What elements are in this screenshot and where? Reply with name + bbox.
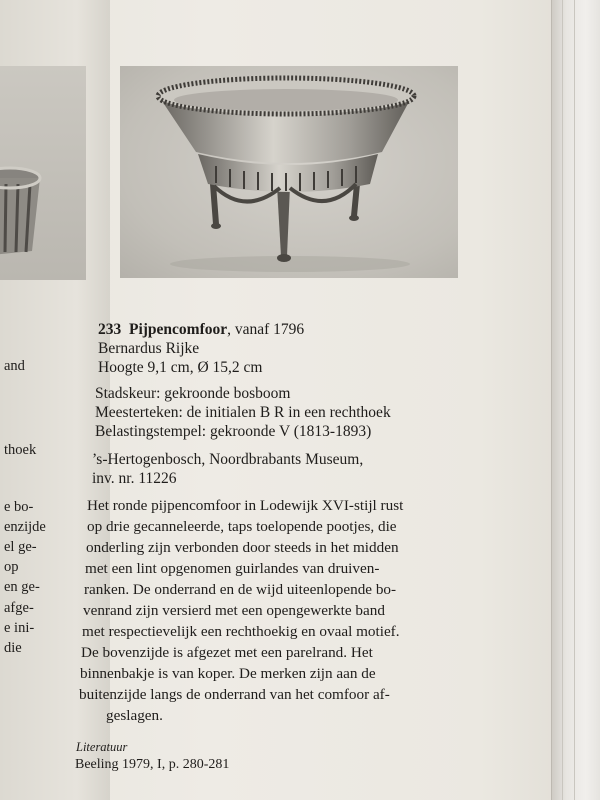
description-line: binnenbakje is van koper. De merken zijn aan de xyxy=(80,665,376,682)
main-photo-pijpencomfoor xyxy=(120,66,458,278)
description-line: ranken. De onderrand en de wijd uiteenlopende bo- xyxy=(84,581,397,598)
mark-city: Stadskeur: gekroonde bosboom xyxy=(95,385,291,402)
left-fragment: en ge- xyxy=(4,579,40,595)
description-line: geslagen. xyxy=(106,707,163,724)
description-line: venrand zijn versierd met een opengewerkte band xyxy=(83,602,385,619)
literature-label: Literatuur xyxy=(76,740,128,754)
description-line: De bovenzijde is afgezet met een parelrand. Het xyxy=(81,644,373,661)
literature-reference: Beeling 1979, I, p. 280-281 xyxy=(75,757,230,772)
mark-master: Meesterteken: de initialen B R in een rechthoek xyxy=(95,404,391,421)
description-line: buitenzijde langs de onderrand van het comfoor af- xyxy=(79,686,390,703)
description-line: op drie gecanneleerde, taps toelopende pootjes, die xyxy=(87,518,397,535)
left-fragment: e bo- xyxy=(4,499,34,515)
description-line: onderling zijn verbonden door steeds in het midden xyxy=(86,539,399,556)
left-fragment: e ini- xyxy=(4,620,35,636)
entry-date: , vanaf 1796 xyxy=(227,321,305,338)
left-fragment: and xyxy=(4,358,25,374)
description-line: met respectievelijk een rechthoekig en ovaal motief. xyxy=(82,623,400,640)
left-fragment: op xyxy=(4,559,19,575)
comfoor-illustration xyxy=(120,66,458,278)
entry-location: ’s-Hertogenbosch, Noordbrabants Museum, xyxy=(92,451,364,468)
book-page-edges xyxy=(551,0,600,800)
entry-number: 233 xyxy=(98,321,122,338)
entry-heading xyxy=(98,320,304,339)
left-fragment: die xyxy=(4,640,22,656)
mark-tax: Belastingstempel: gekroonde V (1813-1893) xyxy=(95,423,372,440)
basket-illustration xyxy=(0,66,86,280)
description-line: Het ronde pijpencomfoor in Lodewijk XVI-stijl rust xyxy=(87,497,404,514)
left-photo-basket xyxy=(0,66,86,280)
left-fragment: afge- xyxy=(4,600,34,616)
left-fragment: enzijde xyxy=(4,519,46,535)
left-fragment: thoek xyxy=(4,442,37,458)
left-fragment: el ge- xyxy=(4,539,37,555)
description-line: met een lint opgenomen guirlandes van druiven- xyxy=(85,560,380,577)
entry-title: Pijpencomfoor xyxy=(129,321,228,338)
entry-maker: Bernardus Rijke xyxy=(98,340,200,357)
entry-dimensions: Hoogte 9,1 cm, Ø 15,2 cm xyxy=(98,359,263,376)
entry-inventory: inv. nr. 11226 xyxy=(92,470,177,487)
